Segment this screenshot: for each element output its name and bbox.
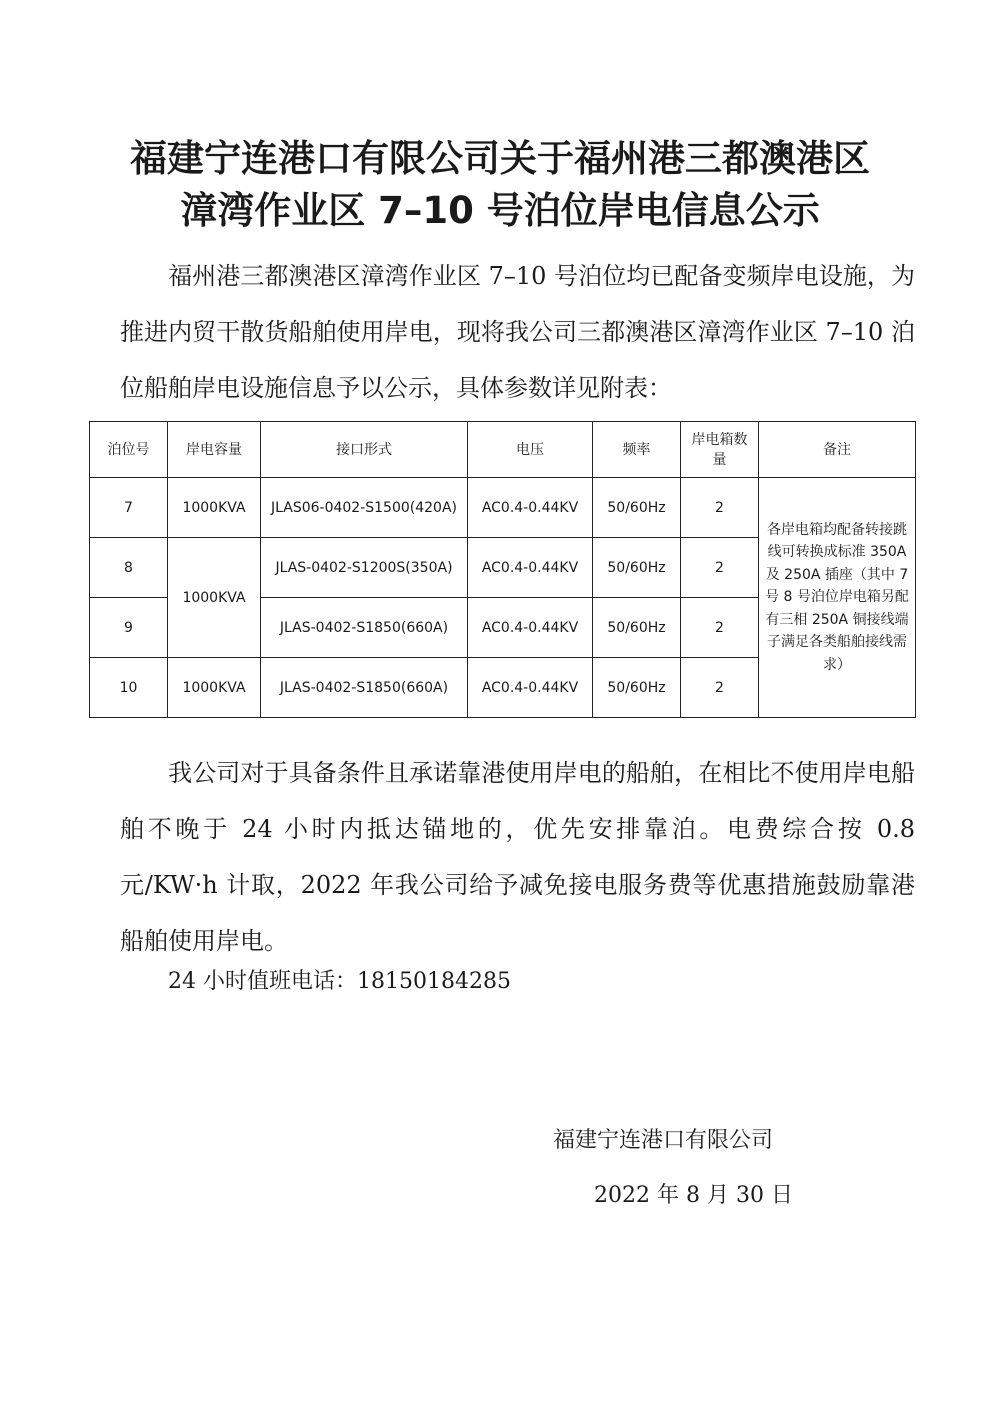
cell-capacity: 1000KVA (168, 478, 261, 538)
cell-voltage: AC0.4-0.44KV (468, 598, 593, 658)
cell-capacity-merged: 1000KVA (168, 538, 261, 658)
cell-voltage: AC0.4-0.44KV (468, 478, 593, 538)
table-header-row (90, 422, 916, 478)
cell-voltage: AC0.4-0.44KV (468, 538, 593, 598)
cell-berth: 9 (90, 598, 168, 658)
header-box-count (681, 422, 759, 478)
cell-interface: JLAS-0402-S1200S(350A) (261, 538, 468, 598)
shore-power-table (89, 421, 916, 718)
document-title-line-2: 漳湾作业区 7–10 号泊位岸电信息公示 (180, 189, 820, 232)
header-capacity: 岸电容量 (168, 422, 261, 478)
cell-interface: JLAS06-0402-S1500(420A) (261, 478, 468, 538)
header-box-count-label: 岸电箱数量 (691, 431, 748, 468)
cell-berth: 10 (90, 658, 168, 718)
cell-interface: JLAS-0402-S1850(660A) (261, 598, 468, 658)
signature-date: 2022 年 8 月 30 日 (594, 1183, 793, 1208)
hotline-text: 24 小时值班电话：18150184285 (168, 969, 511, 994)
cell-box-count: 2 (681, 538, 759, 598)
cell-voltage: AC0.4-0.44KV (468, 658, 593, 718)
cell-box-count: 2 (681, 598, 759, 658)
header-voltage: 电压 (468, 422, 593, 478)
cell-frequency: 50/60Hz (593, 478, 681, 538)
cell-box-count: 2 (681, 478, 759, 538)
header-berth: 泊位号 (90, 422, 168, 478)
signature-company: 福建宁连港口有限公司 (553, 1128, 774, 1153)
document-title-line-1: 福建宁连港口有限公司关于福州港三都澳港区 (130, 137, 870, 180)
header-remark: 备注 (759, 422, 916, 478)
cell-frequency: 50/60Hz (593, 538, 681, 598)
cell-berth: 8 (90, 538, 168, 598)
table-row (90, 478, 916, 538)
cell-frequency: 50/60Hz (593, 658, 681, 718)
cell-box-count: 2 (681, 658, 759, 718)
cell-remark: 各岸电箱均配备转接跳线可转换成标准 350A 及 250A 插座（其中 7 号 8 号泊位岸电箱另配有三相 250A 铜接线端子满足各类船舶接线需求） (759, 478, 916, 718)
policy-text: 我公司对于具备条件且承诺靠港使用岸电的船舶，在相比不使用岸电船舶不晚于 24 小时内抵达锚地的，优先安排靠泊。电费综合按 0.8 元/KW·h 计取，2022 年我公司给予减免接电服务费等优惠措施鼓励靠港船舶使用岸电。 (120, 759, 915, 955)
policy-paragraph (120, 745, 915, 969)
header-interface: 接口形式 (261, 422, 468, 478)
cell-interface: JLAS-0402-S1850(660A) (261, 658, 468, 718)
cell-frequency: 50/60Hz (593, 598, 681, 658)
header-frequency: 频率 (593, 422, 681, 478)
intro-paragraph (120, 248, 915, 416)
intro-text: 福州港三都澳港区漳湾作业区 7–10 号泊位均已配备变频岸电设施，为推进内贸干散货船舶使用岸电，现将我公司三都澳港区漳湾作业区 7–10 泊位船舶岸电设施信息予以公示，具体参数详见附表： (120, 262, 915, 402)
cell-capacity: 1000KVA (168, 658, 261, 718)
cell-berth: 7 (90, 478, 168, 538)
